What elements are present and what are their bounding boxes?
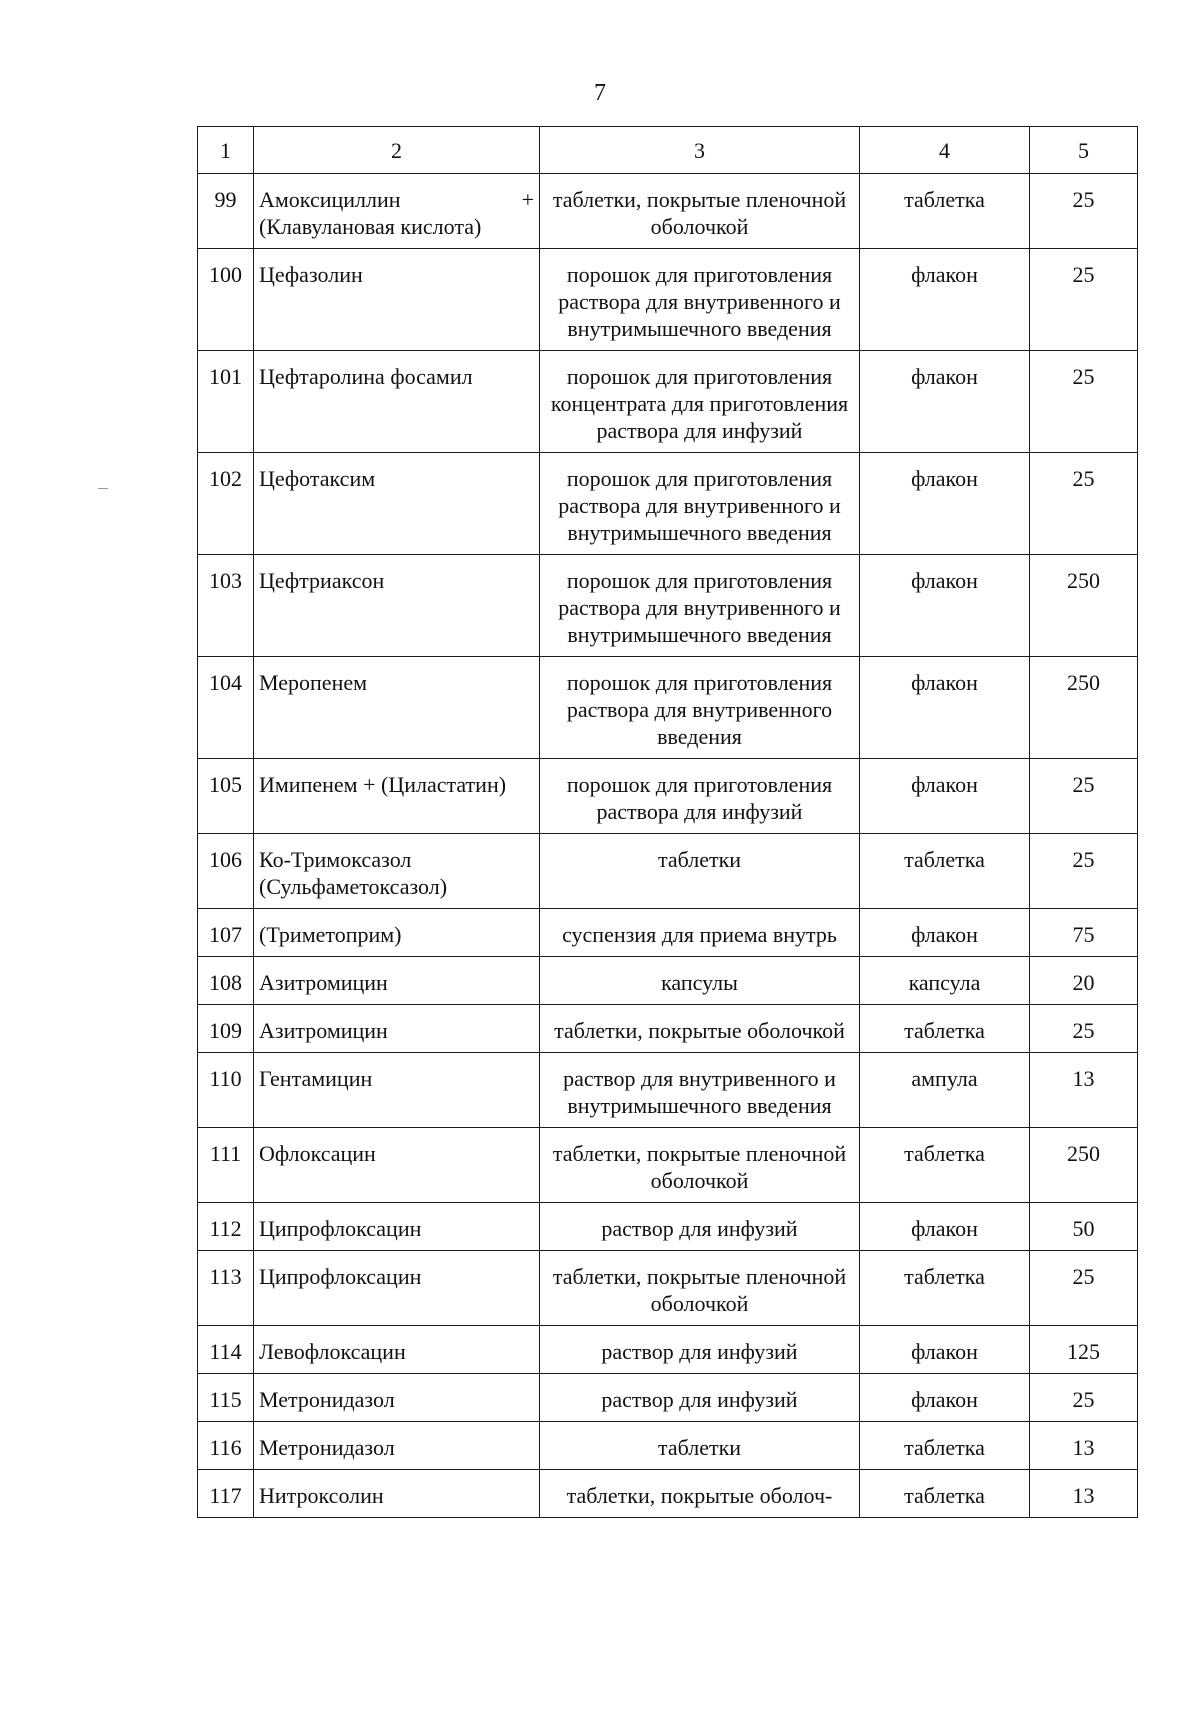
table-row: [198, 834, 1138, 909]
dosage-form-cell: капсулы: [540, 957, 860, 1005]
quantity-cell: 25: [1030, 351, 1138, 453]
quantity-cell: 25: [1030, 453, 1138, 555]
column-header-2: 2: [254, 127, 540, 174]
table-row: [198, 1005, 1138, 1053]
unit-cell: флакон: [860, 1374, 1030, 1422]
dosage-form-cell: таблетки, покрытые оболоч-: [540, 1470, 860, 1518]
row-number-cell: 115: [198, 1374, 254, 1422]
dosage-form-cell: порошок для приготовления раствора для инфузий: [540, 759, 860, 834]
drug-name-cell: Метронидазол: [254, 1374, 540, 1422]
drug-name-cell: Офлоксацин: [254, 1128, 540, 1203]
quantity-cell: 25: [1030, 1374, 1138, 1422]
unit-cell: таблетка: [860, 1470, 1030, 1518]
quantity-cell: 75: [1030, 909, 1138, 957]
drug-name-cell: Меропенем: [254, 657, 540, 759]
table-row: [198, 351, 1138, 453]
dosage-form-cell: порошок для приготовления раствора для внутривенного и внутримышечного введения: [540, 249, 860, 351]
quantity-cell: 25: [1030, 174, 1138, 249]
quantity-cell: 13: [1030, 1053, 1138, 1128]
unit-cell: таблетка: [860, 834, 1030, 909]
dosage-form-cell: таблетки: [540, 834, 860, 909]
row-number-cell: 108: [198, 957, 254, 1005]
quantity-cell: 250: [1030, 657, 1138, 759]
dosage-form-cell: таблетки: [540, 1422, 860, 1470]
page-number: 7: [594, 80, 606, 106]
unit-cell: флакон: [860, 453, 1030, 555]
unit-cell: флакон: [860, 1326, 1030, 1374]
row-number-cell: 99: [198, 174, 254, 249]
unit-cell: флакон: [860, 351, 1030, 453]
row-number-cell: 101: [198, 351, 254, 453]
table-row: [198, 249, 1138, 351]
table-row: [198, 1470, 1138, 1518]
column-header-3: 3: [540, 127, 860, 174]
unit-cell: флакон: [860, 657, 1030, 759]
quantity-cell: 125: [1030, 1326, 1138, 1374]
table-row: [198, 1128, 1138, 1203]
quantity-cell: 25: [1030, 1005, 1138, 1053]
row-number-cell: 109: [198, 1005, 254, 1053]
unit-cell: флакон: [860, 555, 1030, 657]
unit-cell: таблетка: [860, 1005, 1030, 1053]
table-row: [198, 657, 1138, 759]
table-row: [198, 453, 1138, 555]
unit-cell: таблетка: [860, 1251, 1030, 1326]
row-number-cell: 100: [198, 249, 254, 351]
dosage-form-cell: раствор для внутривенного и внутримышечного введения: [540, 1053, 860, 1128]
dosage-form-cell: порошок для приготовления концентрата для приготовления раствора для инфузий: [540, 351, 860, 453]
dosage-form-cell: суспензия для приема внутрь: [540, 909, 860, 957]
quantity-cell: 250: [1030, 555, 1138, 657]
drug-name-cell: Цефтаролина фосамил: [254, 351, 540, 453]
drug-name-cell: Цефтриаксон: [254, 555, 540, 657]
table-row: [198, 1251, 1138, 1326]
drug-table: [197, 126, 1138, 1518]
quantity-cell: 20: [1030, 957, 1138, 1005]
table-row: [198, 1203, 1138, 1251]
table-row: [198, 555, 1138, 657]
unit-cell: таблетка: [860, 174, 1030, 249]
dosage-form-cell: раствор для инфузий: [540, 1374, 860, 1422]
row-number-cell: 106: [198, 834, 254, 909]
dosage-form-cell: порошок для приготовления раствора для внутривенного и внутримышечного введения: [540, 555, 860, 657]
quantity-cell: 25: [1030, 759, 1138, 834]
drug-name-cell: Метронидазол: [254, 1422, 540, 1470]
table-header-row: [198, 127, 1138, 174]
drug-name-cell: Ципрофлоксацин: [254, 1203, 540, 1251]
column-header-1: 1: [198, 127, 254, 174]
unit-cell: таблетка: [860, 1128, 1030, 1203]
row-number-cell: 107: [198, 909, 254, 957]
dosage-form-cell: порошок для приготовления раствора для внутривенного введения: [540, 657, 860, 759]
row-number-cell: 111: [198, 1128, 254, 1203]
column-header-5: 5: [1030, 127, 1138, 174]
unit-cell: капсула: [860, 957, 1030, 1005]
drug-name-cell: Ко-Тримоксазол (Сульфаметоксазол): [254, 834, 540, 909]
row-number-cell: 102: [198, 453, 254, 555]
quantity-cell: 250: [1030, 1128, 1138, 1203]
column-header-4: 4: [860, 127, 1030, 174]
table-row: [198, 1422, 1138, 1470]
unit-cell: ампула: [860, 1053, 1030, 1128]
drug-name-cell: Амоксициллин + (Клавулановая кислота): [254, 174, 540, 249]
unit-cell: флакон: [860, 909, 1030, 957]
quantity-cell: 25: [1030, 834, 1138, 909]
drug-name-cell: Азитромицин: [254, 1005, 540, 1053]
row-number-cell: 113: [198, 1251, 254, 1326]
drug-name-cell: Гентамицин: [254, 1053, 540, 1128]
row-number-cell: 104: [198, 657, 254, 759]
drug-name-cell: Имипенем + (Циластатин): [254, 759, 540, 834]
drug-name-cell: Нитроксолин: [254, 1470, 540, 1518]
dosage-form-cell: раствор для инфузий: [540, 1203, 860, 1251]
table-row: [198, 1374, 1138, 1422]
unit-cell: флакон: [860, 759, 1030, 834]
dosage-form-cell: раствор для инфузий: [540, 1326, 860, 1374]
quantity-cell: 13: [1030, 1470, 1138, 1518]
drug-name-cell: (Триметоприм): [254, 909, 540, 957]
drug-name-cell: Левофлоксацин: [254, 1326, 540, 1374]
table-row: [198, 1326, 1138, 1374]
table-row: [198, 1053, 1138, 1128]
row-number-cell: 110: [198, 1053, 254, 1128]
table-row: [198, 174, 1138, 249]
quantity-cell: 13: [1030, 1422, 1138, 1470]
dosage-form-cell: таблетки, покрытые оболочкой: [540, 1005, 860, 1053]
row-number-cell: 112: [198, 1203, 254, 1251]
row-number-cell: 117: [198, 1470, 254, 1518]
unit-cell: таблетка: [860, 1422, 1030, 1470]
drug-name-cell: Азитромицин: [254, 957, 540, 1005]
drug-name-cell: Цефазолин: [254, 249, 540, 351]
unit-cell: флакон: [860, 1203, 1030, 1251]
table-row: [198, 759, 1138, 834]
dosage-form-cell: таблетки, покрытые пленочной оболочкой: [540, 1251, 860, 1326]
quantity-cell: 25: [1030, 1251, 1138, 1326]
drug-name-cell: Ципрофлоксацин: [254, 1251, 540, 1326]
row-number-cell: 114: [198, 1326, 254, 1374]
dosage-form-cell: таблетки, покрытые пленочной оболочкой: [540, 1128, 860, 1203]
dosage-form-cell: порошок для приготовления раствора для внутривенного и внутримышечного введения: [540, 453, 860, 555]
row-number-cell: 116: [198, 1422, 254, 1470]
table-row: [198, 957, 1138, 1005]
dosage-form-cell: таблетки, покрытые пленочной оболочкой: [540, 174, 860, 249]
table-row: [198, 909, 1138, 957]
row-number-cell: 103: [198, 555, 254, 657]
row-number-cell: 105: [198, 759, 254, 834]
margin-mark: [98, 488, 108, 489]
quantity-cell: 25: [1030, 249, 1138, 351]
quantity-cell: 50: [1030, 1203, 1138, 1251]
drug-table-body: [198, 127, 1138, 1518]
unit-cell: флакон: [860, 249, 1030, 351]
drug-name-cell: Цефотаксим: [254, 453, 540, 555]
